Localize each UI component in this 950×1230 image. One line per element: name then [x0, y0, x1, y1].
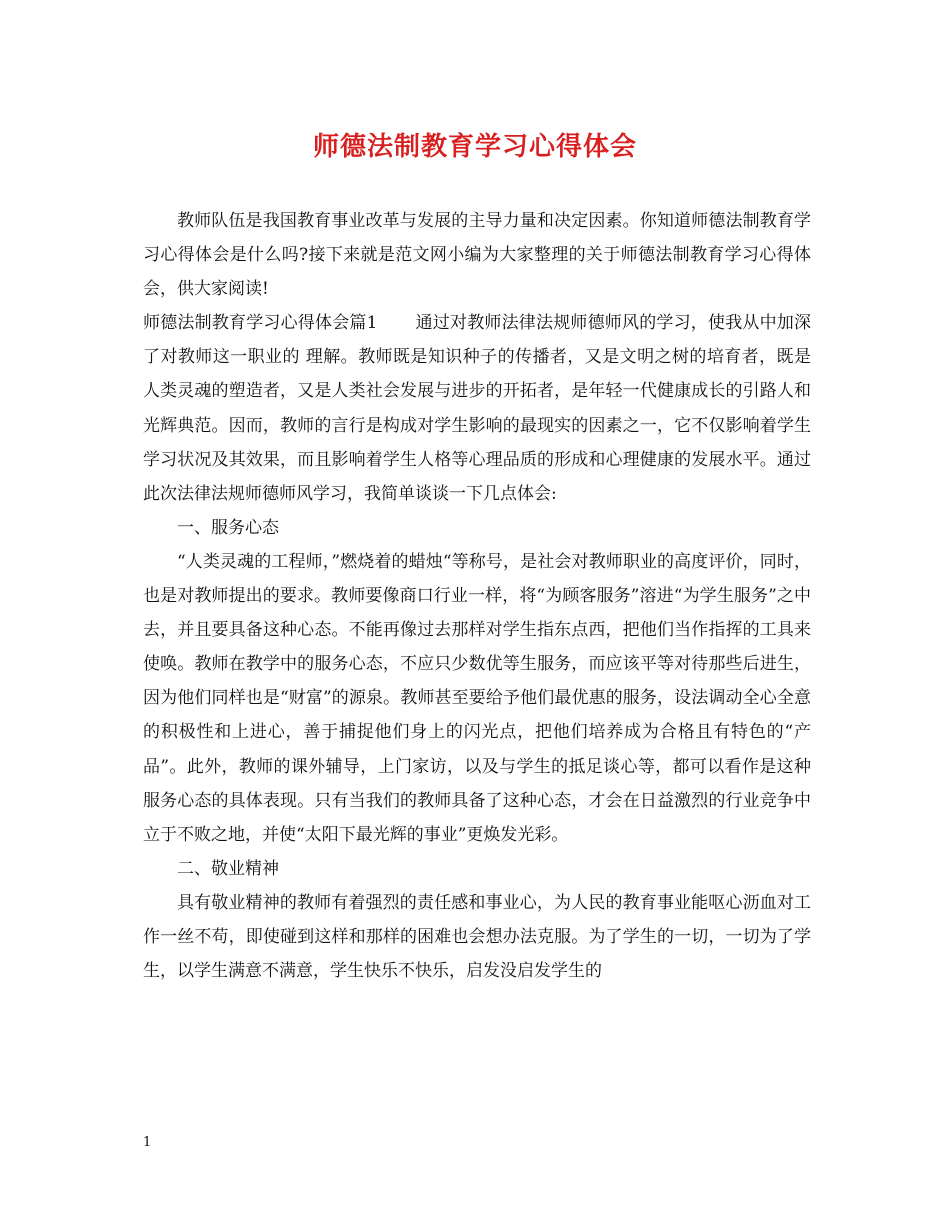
- article-paragraph: [143, 306, 811, 511]
- document-body: [143, 204, 811, 988]
- section-body-dedication: 具有敬业精神的教师有着强烈的责任感和事业心，为人民的教育事业能呕心沥血对工作一丝不苟，即使碰到这样和那样的困难也会想办法克服。为了学生的一切，一切为了学生，以学生满意不满意，学生快乐不快乐，启发没启发学生的: [143, 892, 811, 982]
- page-number: 1: [143, 1135, 152, 1150]
- article-first-sentence: 通过对教师法律法规师德师风的学习，使我从: [415, 313, 760, 334]
- document-title: 师德法制教育学习心得体会: [312, 132, 637, 162]
- section-body-service: “人类灵魂的工程师，”燃烧着的蜡烛“等称号，是社会对教师职业的高度评价，同时，也是对教师提出的要求。教师要像商口行业一样，将“为顾客服务”溶进“为学生服务”之中去，并且要具备这种心态。不能再像过去那样对学生指东点西，把他们当作指挥的工具来使唤。教师在教学中的服务心态，不应只少数优等生服务，而应该平等对待那些后进生，因为他们同样也是“财富”的源泉。教师甚至要给予他们最优惠的服务，设法调动全心全意的积极性和上进心，善于捕捉他们身上的闪光点，把他们培养成为合格且有特色的“产品”。此外，教师的课外辅导，上门家访，以及与学生的抵足谈心等，都可以看作是这种服务心态的具体表现。只有当我们的教师具备了这种心态，才会在日益激烈的行业竞争中立于不败之地，并使“太阳下最光辉的事业”更焕发光彩。: [143, 551, 811, 845]
- intro-paragraph: 教师队伍是我国教育事业改革与发展的主导力量和决定因素。你知道师德法制教育学习心得体会是什么吗?接下来就是范文网小编为大家整理的关于师德法制教育学习心得体会，供大家阅读!: [143, 211, 811, 300]
- article-heading: 师德法制教育学习心得体会篇1: [143, 313, 378, 334]
- article-body-continued: 中加深了对教师这一职业的 理解。教师既是知识种子的传播者，又是文明之树的培育者，既是人类灵魂的塑造者，又是人类社会发展与进步的开拓者，是年轻一代健康成长的引路人和光辉典范。因而，教师的言行是构成对学生影响的最现实的因素之一，它不仅影响着学生学习状况及其效果，而且影响着学生人格等心理品质的形成和心理健康的发展水平。通过此次法律法规师德师风学习，我简单谈谈一下几点体会:: [143, 313, 811, 504]
- section-heading-service: 一、服务心态: [177, 517, 279, 538]
- section-heading-dedication: 二、敬业精神: [177, 858, 279, 879]
